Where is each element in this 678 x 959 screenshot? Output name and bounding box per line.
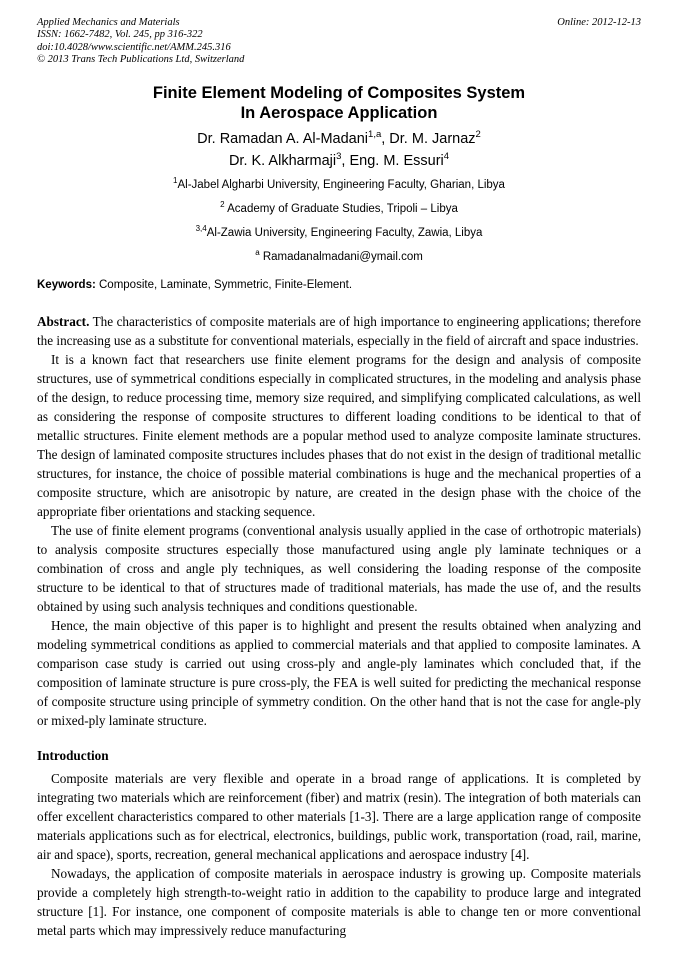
- introduction-paragraph-1: Composite materials are very flexible and operate in a broad range of applications. It is completed by integrating two materials which are reinforcement (fiber) and matrix (resin). The integration of both materials can offer excellent characteristics compared to other materials [1-3]. There are a large application range of composite materials applications such as for electrical, electronics, buildings, public work, transportation (road, rail, marine, air and space), sports, recreation, general mechanical applications and aerospace industry [4].: [37, 771, 641, 863]
- author-name: , Dr. M. Jarnaz: [381, 131, 476, 148]
- keywords-line: [37, 278, 641, 292]
- affiliation-line: [37, 200, 641, 216]
- contact-email: Ramadanalmadani@ymail.com: [259, 251, 423, 264]
- journal-info: [37, 17, 244, 66]
- affiliation-line: [37, 224, 641, 240]
- introduction-paragraph-2: Nowadays, the application of composite materials in aerospace industry is growing up. Composite materials provide a completely high strength-to-weight ratio in addition to the capability to produce large and integrated structure [1]. For instance, one component of composite materials is able to change ten or more conventional metal parts which may impressively reduce manufacturing: [37, 866, 641, 939]
- journal-issn-volume: ISSN: 1662-7482, Vol. 245, pp 316-322: [37, 29, 203, 41]
- affiliation-mark: 3,4: [195, 224, 207, 234]
- keywords-label: Keywords:: [37, 279, 96, 292]
- keywords-text: Composite, Laminate, Symmetric, Finite-Element.: [95, 279, 353, 292]
- introduction-section: [37, 769, 641, 940]
- paper-title: [37, 83, 641, 123]
- author-name: Dr. Ramadan A. Al-Madani: [197, 131, 369, 148]
- abstract-label: Abstract.: [37, 314, 90, 330]
- author-affiliation-mark: 1,a: [368, 129, 382, 141]
- affiliation-text: Al-Zawia University, Engineering Faculty, Zawia, Libya: [206, 227, 483, 240]
- journal-header: [37, 17, 641, 66]
- author-name: Dr. K. Alkharmaji: [228, 153, 337, 170]
- contact-email-line: [37, 248, 641, 264]
- affiliations-block: [37, 176, 641, 264]
- author-line-2: [37, 150, 641, 172]
- affiliation-text: Academy of Graduate Studies, Tripoli – Libya: [224, 203, 458, 216]
- email-mark: a: [255, 248, 260, 258]
- affiliation-mark: 2: [220, 200, 225, 210]
- paper-title-line2: In Aerospace Application: [240, 104, 438, 123]
- author-name: , Eng. M. Essuri: [341, 153, 444, 170]
- online-date: Online: 2012-12-13: [557, 17, 641, 28]
- author-affiliation-mark: 2: [475, 129, 481, 141]
- journal-copyright: © 2013 Trans Tech Publications Ltd, Switzerland: [37, 53, 245, 65]
- abstract-section: [37, 312, 641, 730]
- author-affiliation-mark: 3: [336, 151, 342, 163]
- authors-block: [37, 128, 641, 172]
- abstract-paragraph-1: [37, 312, 641, 350]
- abstract-paragraph-2: It is a known fact that researchers use finite element programs for the design and analysis of composite structures, use of symmetrical conditions especially in complicated structures, in the modeling and analysis phase of the design, to reduce processing time, memory size required, and simplifying complicated calculations, as well as considering the response of composite structures to different loading conditions to be identical to that of metallic structures. Finite element methods are a popular method used to analyze composite laminate structures. The design of laminated composite structures includes phases that do not exist in the design of traditional metallic structures, for instance, the choice of possible material combinations is huge and the mechanical properties of a composite structure, which are anisotropic by nature, are created in the design phase with the choice of the appropriate fiber orientations and stacking sequence.: [37, 352, 641, 520]
- abstract-paragraph-3: The use of finite element programs (conventional analysis usually applied in the case of orthotropic materials) to analysis composite structures especially those manufactured using angle ply laminate techniques or a combination of cross and angle ply techniques, as well considering the loading response of the composite structure to be identical to that of structures made of traditional materials, has made the use of, and the results obtained by using such analysis techniques and conditions questionable.: [37, 523, 641, 615]
- introduction-heading: Introduction: [37, 748, 109, 764]
- affiliation-line: [37, 176, 641, 192]
- journal-name: Applied Mechanics and Materials: [37, 17, 180, 28]
- affiliation-mark: 1: [173, 176, 178, 186]
- journal-doi: doi:10.4028/www.scientific.net/AMM.245.316: [37, 41, 231, 53]
- abstract-paragraph-1-text: The characteristics of composite materials are of high importance to engineering applications; therefore the increasing use as a substitute for conventional materials, especially in the field of aircraft and space industries.: [37, 314, 641, 349]
- abstract-paragraph-4: Hence, the main objective of this paper is to highlight and present the results obtained when analyzing and modeling symmetrical conditions as applied to commercial materials and that applied to composite laminates. A comparison case study is carried out using cross-ply and angle-ply laminates which concluded that, if the composition of laminate structure is pure cross-ply, the FEA is well suited for predicting the mechanical response of composite structure using principle of symmetry condition. On the other hand that is not the case for angle-ply or mixed-ply laminate structure.: [37, 618, 641, 729]
- author-affiliation-mark: 4: [443, 151, 450, 163]
- author-line-1: [37, 128, 641, 150]
- affiliation-text: Al-Jabel Algharbi University, Engineering Faculty, Gharian, Libya: [177, 179, 505, 192]
- paper-title-line1: Finite Element Modeling of Composites System: [152, 84, 526, 103]
